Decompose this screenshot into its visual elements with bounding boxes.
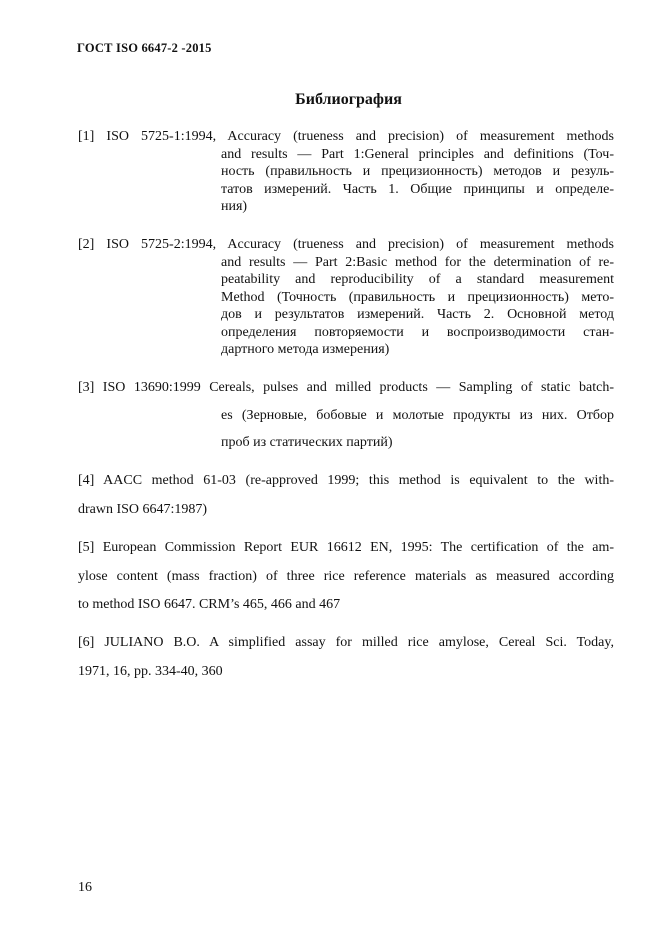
entry-2-line: дартного метода измерения) (221, 342, 390, 357)
entry-5-line: to method ISO 6647. CRM’s 465, 466 and 467 (78, 597, 341, 612)
entry-2-line: peatability and reproducibility of a standard measurement (221, 272, 614, 287)
bibliography-entry-5 (78, 534, 614, 620)
entry-2-line: Method (Точность (правильность и прецизионность) мето- (221, 289, 614, 305)
entry-1-first-line: [1] ISO 5725-1:1994, Accuracy (trueness and precision) of measurement methods (78, 129, 614, 144)
bibliography-entry-1 (78, 128, 614, 216)
entry-3-line: проб из статических партий) (221, 435, 393, 450)
entry-1-line: татов измерений. Часть 1. Общие принципы и определе- (221, 181, 614, 197)
page-number: 16 (78, 880, 92, 895)
entry-6-line: [6] JULIANO B.O. A simplified assay for milled rice amylose, Cereal Sci. Today, (78, 635, 614, 650)
bibliography-entry-6 (78, 629, 614, 686)
document-code: ГОСТ ISO 6647-2 -2015 (77, 41, 212, 55)
entry-5-line: ylose content (mass fraction) of three rice reference materials as measured according (78, 568, 614, 584)
entry-2-line: определения повторяемости и воспроизводимости стан- (221, 324, 614, 340)
bibliography-entry-3 (78, 374, 614, 457)
bibliography-entry-2 (78, 236, 614, 359)
entry-2-line: and results — Part 2:Basic method for the determination of re- (221, 254, 614, 270)
page-title: Библиография (295, 91, 402, 108)
entry-5-line: [5] European Commission Report EUR 16612 EN, 1995: The certification of the am- (78, 540, 614, 555)
entry-6-line: 1971, 16, pp. 334-40, 360 (78, 663, 223, 679)
entry-1-line: and results — Part 1:General principles and definitions (Точ- (221, 146, 614, 162)
entry-3-line: es (Зерновые, бобовые и молотые продукты из них. Отбор (221, 407, 614, 423)
entry-4-line: [4] AACC method 61-03 (re-approved 1999; this method is equivalent to the with- (78, 473, 614, 488)
entry-3-first-line: [3] ISO 13690:1999 Cereals, pulses and milled products — Sampling of static batch- (78, 380, 614, 395)
entry-2-first-line: [2] ISO 5725-2:1994, Accuracy (trueness and precision) of measurement methods (78, 237, 614, 252)
entry-1-line: ность (правильность и прецизионность) методов и резуль- (221, 164, 614, 179)
entry-1-line: ния) (221, 199, 248, 214)
entry-4-line: drawn ISO 6647:1987) (78, 501, 208, 517)
entry-2-line: дов и результатов измерений. Часть 2. Основной метод (221, 307, 614, 322)
bibliography-entry-4 (78, 467, 614, 524)
